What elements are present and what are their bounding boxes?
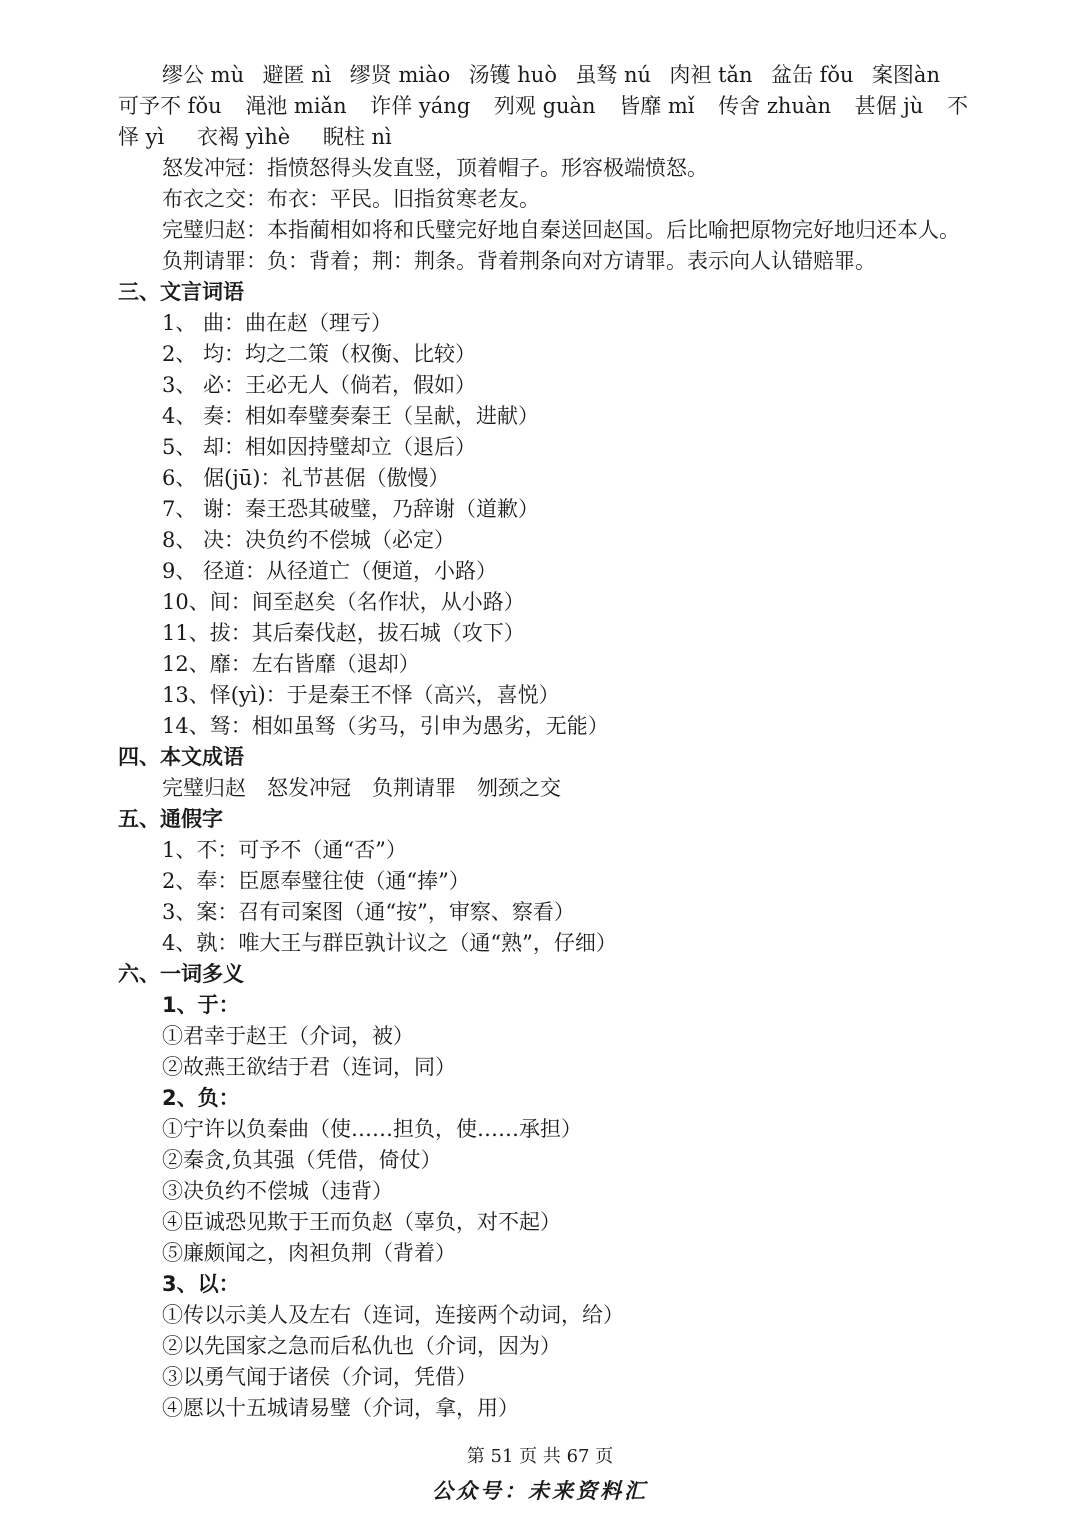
brand-watermark: 公众号：未来资料汇: [432, 1479, 648, 1503]
vocab-item: 3、 必：王必无人（倘若，假如）: [162, 373, 477, 397]
pinyin-entry: 甚倨 jù: [854, 94, 924, 118]
loan-character-item: 3、案：召有司案图（通“按”，审察、察看）: [162, 900, 575, 924]
section-heading: 三、文言词语: [118, 280, 244, 304]
definition-line: 怒发冲冠：指愤怒得头发直竖，顶着帽子。形容极端愤怒。: [162, 156, 708, 180]
vocab-item: 4、 奏：相如奉璧奏秦王（呈献，进献）: [162, 404, 540, 428]
loan-character-item: 2、奉：臣愿奉璧往使（通“捧”）: [162, 869, 470, 893]
polysemy-item: ③以勇气闻于诸侯（介词，凭借）: [162, 1365, 477, 1389]
polysemy-item: ④愿以十五城请易璧（介词，拿，用）: [162, 1396, 519, 1420]
vocab-item: 14、驽：相如虽驽（劣马，引申为愚劣，无能）: [162, 714, 609, 738]
section-heading: 五、通假字: [118, 807, 223, 831]
document-content: [118, 60, 968, 1424]
polysemy-title: 2、负：: [162, 1086, 240, 1110]
vocab-item: 2、 均：均之二策（权衡、比较）: [162, 342, 477, 366]
pinyin-entry: 传舍 zhuàn: [718, 94, 831, 118]
pinyin-entry: 可予不 fǒu: [118, 94, 222, 118]
pinyin-entry: 衣褐 yìhè: [196, 125, 291, 149]
pinyin-row: [118, 122, 968, 153]
pinyin-entry: 皆靡 mǐ: [619, 94, 695, 118]
polysemy-item: ②以先国家之急而后私仇也（介词，因为）: [162, 1334, 561, 1358]
pinyin-entry: 不: [946, 94, 968, 118]
vocab-item: 9、 径道：从径道亡（便道，小路）: [162, 559, 498, 583]
loan-character-item: 1、不：可予不（通“否”）: [162, 838, 407, 862]
pinyin-entry: 缪贤 miào: [349, 63, 451, 87]
pinyin-entry: 列观 guàn: [493, 94, 596, 118]
pinyin-entry: 渑池 miǎn: [245, 94, 347, 118]
vocab-item: 11、拔：其后秦伐赵，拔石城（攻下）: [162, 621, 525, 645]
polysemy-item: ①宁许以负秦曲（使……担负，使……承担）: [162, 1117, 582, 1141]
pinyin-entry: 案图àn: [871, 63, 940, 87]
pinyin-row: [118, 60, 968, 91]
page-number: 第 51 页 共 67 页: [466, 1446, 614, 1467]
section-heading: 四、本文成语: [118, 745, 244, 769]
vocab-item: 1、 曲：曲在赵（理亏）: [162, 311, 393, 335]
polysemy-item: ④臣诚恐见欺于王而负赵（辜负，对不起）: [162, 1210, 561, 1234]
pinyin-entry: 避匿 nì: [262, 63, 332, 87]
vocab-item: 5、 却：相如因持璧却立（退后）: [162, 435, 477, 459]
pinyin-entry: 盆缶 fǒu: [770, 63, 854, 87]
section-heading: 六、一词多义: [118, 962, 244, 986]
definition-line: 负荆请罪：负：背着；荆：荆条。背着荆条向对方请罪。表示向人认错赔罪。: [162, 249, 876, 273]
polysemy-title: 3、以：: [162, 1272, 240, 1296]
definition-line: 布衣之交：布衣：平民。旧指贫寒老友。: [162, 187, 540, 211]
vocab-item: 13、怿(yì)：于是秦王不怿（高兴，喜悦）: [162, 683, 560, 707]
vocab-item: 10、间：间至赵矣（名作状，从小路）: [162, 590, 525, 614]
pinyin-entry: 怿 yì: [118, 125, 165, 149]
polysemy-item: ②故燕王欲结于君（连词，同）: [162, 1055, 456, 1079]
loan-character-item: 4、孰：唯大王与群臣孰计议之（通“熟”，仔细）: [162, 931, 617, 955]
pinyin-row: [118, 91, 968, 122]
pinyin-entry: [575, 60, 651, 91]
polysemy-item: ③决负约不偿城（违背）: [162, 1179, 393, 1203]
vocab-item: 12、靡：左右皆靡（退却）: [162, 652, 420, 676]
pinyin-entry: 缪公 mù: [162, 63, 245, 87]
polysemy-item: ①君幸于赵王（介词，被）: [162, 1024, 414, 1048]
definition-line: 完璧归赵：本指蔺相如将和氏璧完好地自秦送回赵国。后比喻把原物完好地归还本人。: [162, 218, 960, 242]
polysemy-item: ⑤廉颇闻之，肉袒负荆（背着）: [162, 1241, 456, 1265]
polysemy-title: 1、于：: [162, 993, 240, 1017]
polysemy-item: ①传以示美人及左右（连词，连接两个动词，给）: [162, 1303, 624, 1327]
pinyin-entry: 睨柱 nì: [322, 125, 392, 149]
pinyin-entry: 肉袒 tǎn: [669, 63, 753, 87]
pinyin-entry: 汤镬 huò: [468, 63, 557, 87]
polysemy-item: ②秦贪,负其强（凭借，倚仗）: [162, 1148, 442, 1172]
pinyin-prefix: 虽: [575, 63, 597, 87]
vocab-item: 6、 倨(jū)：礼节甚倨（傲慢）: [162, 466, 450, 490]
idiom-list: 完璧归赵 怒发冲冠 负荆请罪 刎颈之交: [162, 776, 561, 800]
vocab-item: 7、 谢：秦王恐其破璧，乃辞谢（道歉）: [162, 497, 540, 521]
page-footer: [0, 1444, 1080, 1506]
pinyin-entry-tail: 驽 nú: [596, 63, 652, 87]
pinyin-entry: 诈佯 yáng: [370, 94, 471, 118]
vocab-item: 8、 决：决负约不偿城（必定）: [162, 528, 456, 552]
